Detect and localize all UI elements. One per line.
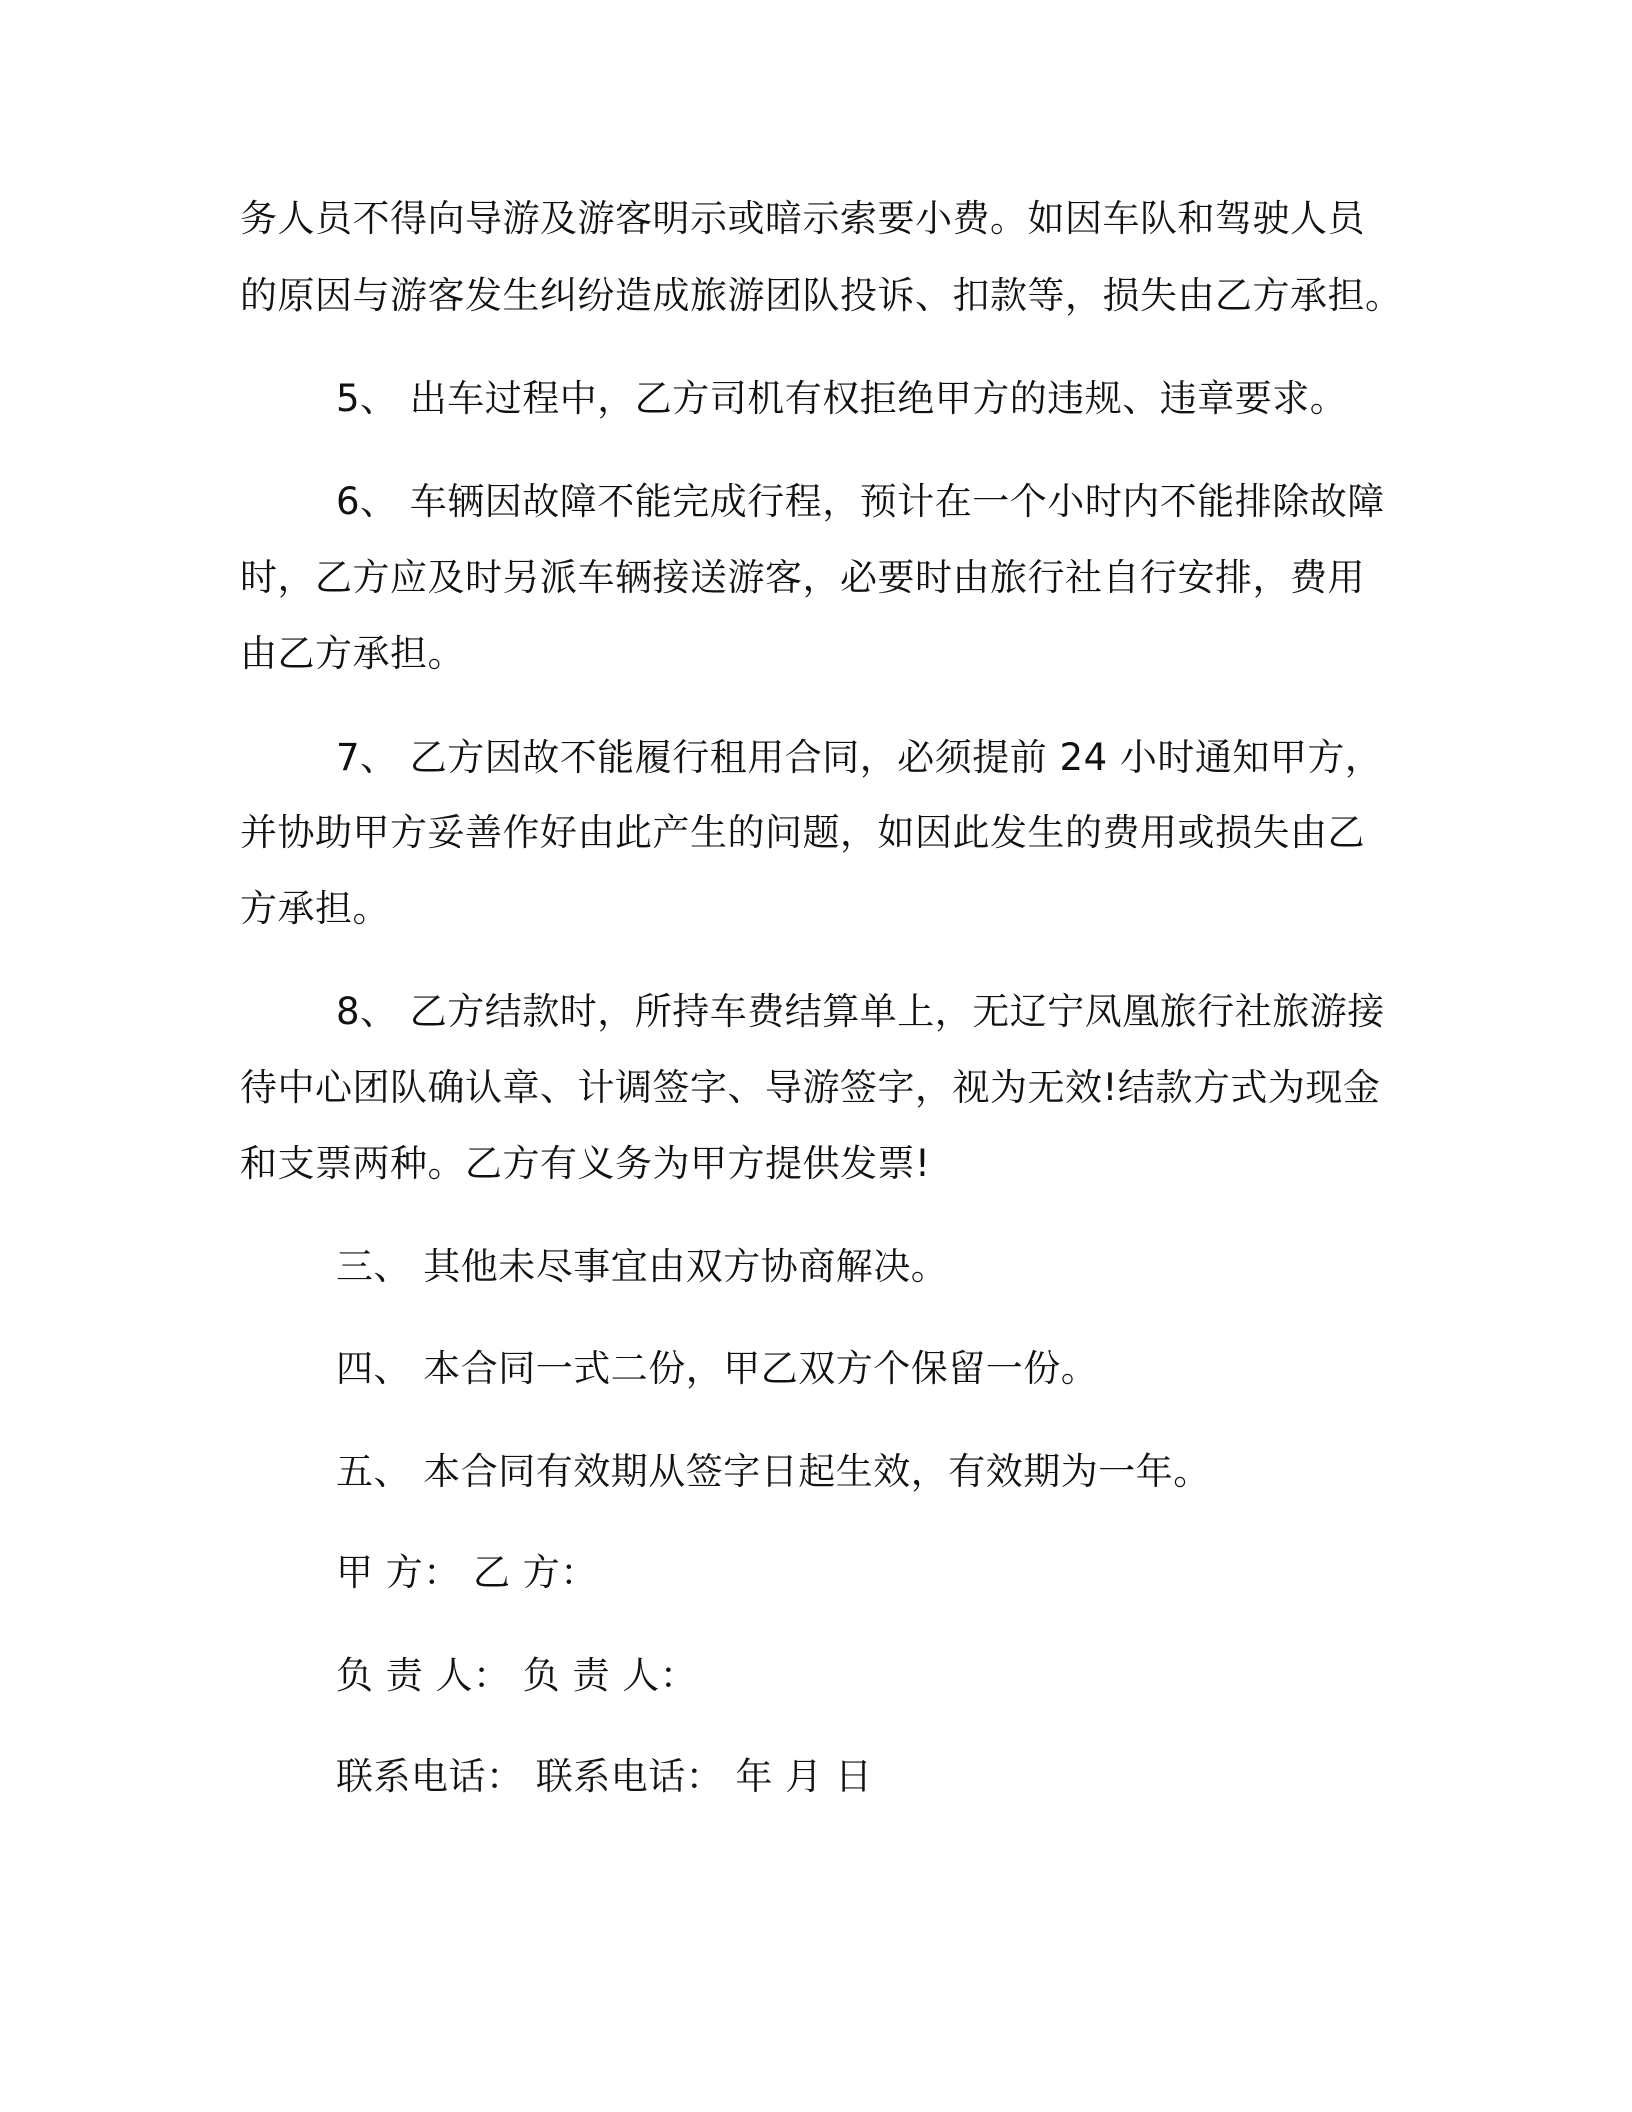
- paragraph-4-line-2: 的原因与游客发生纠纷造成旅游团队投诉、扣款等，损失由乙方承担。: [240, 274, 1403, 317]
- clause-8-line-1: 8、 乙方结款时，所持车费结算单上，无辽宁凤凰旅行社旅游接: [336, 990, 1385, 1033]
- section-4: 四、 本合同一式二份，甲乙双方个保留一份。: [336, 1347, 1099, 1390]
- clause-6-line-3: 由乙方承担。: [240, 632, 465, 675]
- clause-7-line-2: 并协助甲方妥善作好由此产生的问题，如因此发生的费用或损失由乙: [240, 811, 1365, 854]
- clause-7-line-1: 7、 乙方因故不能履行租用合同，必须提前 24 小时通知甲方，: [336, 736, 1383, 779]
- clause-6-line-2: 时，乙方应及时另派车辆接送游客，必要时由旅行社自行安排，费用: [240, 556, 1365, 599]
- clause-8-line-3: 和支票两种。乙方有义务为甲方提供发票!: [240, 1142, 931, 1185]
- paragraph-4-line-1: 务人员不得向导游及游客明示或暗示索要小费。如因车队和驾驶人员: [240, 197, 1365, 240]
- clause-7-line-3: 方承担。: [240, 887, 390, 930]
- clause-5: 5、 出车过程中，乙方司机有权拒绝甲方的违规、违章要求。: [336, 377, 1348, 420]
- clause-8-line-2: 待中心团队确认章、计调签字、导游签字，视为无效!结款方式为现金: [240, 1066, 1381, 1109]
- signature-person-line: 负 责 人： 负 责 人：: [336, 1654, 698, 1697]
- clause-6-line-1: 6、 车辆因故障不能完成行程，预计在一个小时内不能排除故障: [336, 480, 1385, 523]
- section-5: 五、 本合同有效期从签字日起生效，有效期为一年。: [336, 1450, 1211, 1493]
- signature-contact-line: 联系电话： 联系电话： 年 月 日: [336, 1755, 873, 1798]
- signature-party-line: 甲 方： 乙 方：: [336, 1551, 598, 1594]
- section-3: 三、 其他未尽事宜由双方协商解决。: [336, 1245, 949, 1288]
